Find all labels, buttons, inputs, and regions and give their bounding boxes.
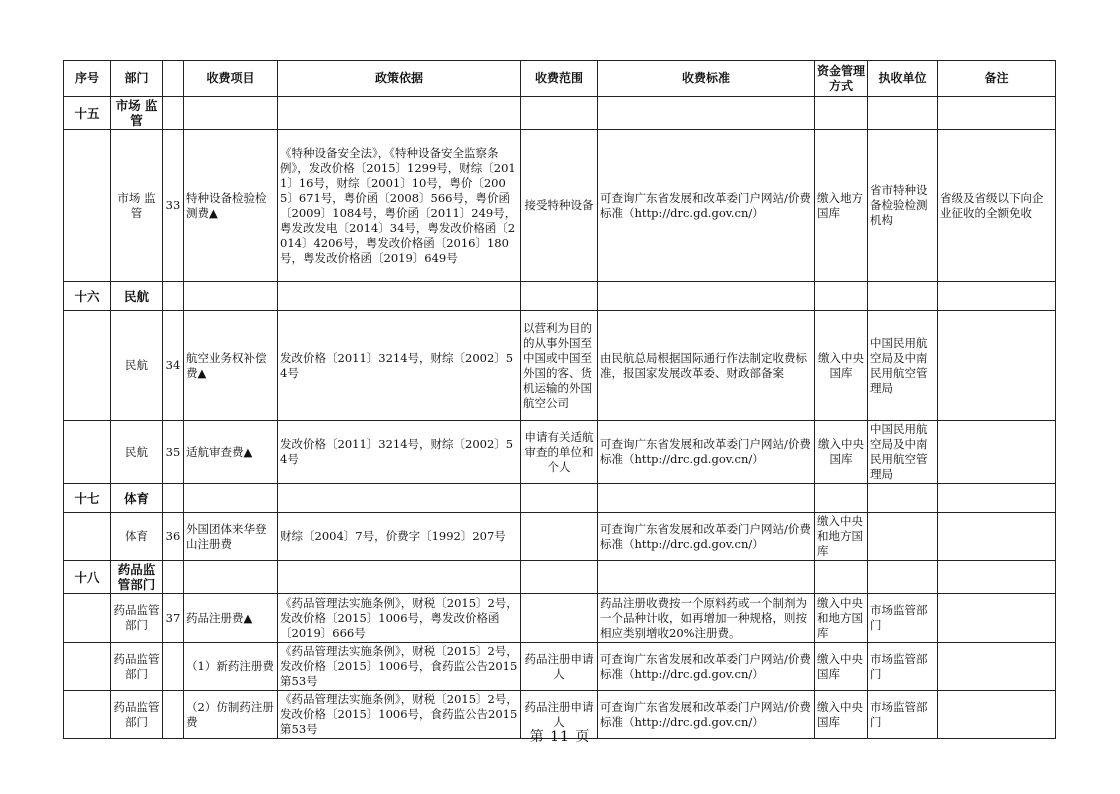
row-item: 外国团体来华登山注册费 xyxy=(184,513,278,561)
row-standard: 药品注册收费按一个原料药或一个制剂为一个品种计收，如再增加一种规格，则按相应类别增收20%注册费。 xyxy=(598,594,815,643)
row-item: 适航审查费▲ xyxy=(184,421,278,484)
table-row xyxy=(64,643,1056,691)
row-item: 药品注册费▲ xyxy=(184,594,278,643)
row-unit: 市场监管部门 xyxy=(868,691,938,739)
row-fund: 缴入中央和地方国库 xyxy=(815,594,868,643)
row-unit: 中国民用航空局及中南民用航空管理局 xyxy=(868,311,938,421)
header-item: 收费项目 xyxy=(184,61,278,97)
row-note xyxy=(938,594,1056,643)
row-unit xyxy=(868,513,938,561)
header-no: 序号 xyxy=(64,61,111,97)
row-no: 33 xyxy=(163,130,184,282)
section-dept: 药品监管部门 xyxy=(111,561,163,594)
row-scope: 以营利为目的的从事外国至中国或中国至外国的客、货机运输的外国航空公司 xyxy=(521,311,598,421)
row-basis: 财综〔2004〕7号，价费字〔1992〕207号 xyxy=(278,513,521,561)
row-no: 34 xyxy=(163,311,184,421)
table-row xyxy=(64,513,1056,561)
row-standard: 可查询广东省发展和改革委门户网站/价费标准（http://drc.gd.gov.cn/） xyxy=(598,643,815,691)
row-unit: 市场监管部门 xyxy=(868,594,938,643)
row-basis: 《药品管理法实施条例》，财税〔2015〕2号，发改价格〔2015〕1006号，食药监公告2015第53号 xyxy=(278,691,521,739)
section-no: 十六 xyxy=(64,282,111,311)
row-no: 37 xyxy=(163,594,184,643)
row-note xyxy=(938,513,1056,561)
table-row xyxy=(64,421,1056,484)
page-number: 第 11 页 xyxy=(529,729,591,745)
row-standard: 可查询广东省发展和改革委门户网站/价费标准（http://drc.gd.gov.cn/） xyxy=(598,513,815,561)
section-row xyxy=(64,282,1056,311)
section-row xyxy=(64,484,1056,513)
row-note xyxy=(938,643,1056,691)
row-scope xyxy=(521,513,598,561)
row-fund: 缴入中央国库 xyxy=(815,691,868,739)
row-no xyxy=(163,643,184,691)
row-dept: 体育 xyxy=(111,513,163,561)
section-dept: 民航 xyxy=(111,282,163,311)
row-dept: 药品监管部门 xyxy=(111,691,163,739)
row-standard: 可查询广东省发展和改革委门户网站/价费标准（http://drc.gd.gov.cn/） xyxy=(598,421,815,484)
header-unit: 执收单位 xyxy=(868,61,938,97)
header-dept: 部门 xyxy=(111,61,163,97)
row-standard: 可查询广东省发展和改革委门户网站/价费标准（http://drc.gd.gov.cn/） xyxy=(598,691,815,739)
table-row xyxy=(64,311,1056,421)
row-note: 省级及省级以下向企业征收的全额免收 xyxy=(938,130,1056,282)
row-item: （2）仿制药注册费 xyxy=(184,691,278,739)
section-no: 十八 xyxy=(64,561,111,594)
row-unit: 省市特种设备检验检测机构 xyxy=(868,130,938,282)
header-blank xyxy=(163,61,184,97)
row-scope: 接受特种设备 xyxy=(521,130,598,282)
row-standard: 由民航总局根据国际通行作法制定收费标准，报国家发展改革委、财政部备案 xyxy=(598,311,815,421)
row-scope: 药品注册申请人 xyxy=(521,643,598,691)
row-dept: 民航 xyxy=(111,421,163,484)
fee-table xyxy=(63,60,1056,739)
row-basis: 《特种设备安全法》，《特种设备安全监察条例》，发改价格〔2015〕1299号，财综〔2011〕16号，财综〔2001〕10号，粤价〔2005〕671号，粤价函〔2008〕566号，粤价函〔2009〕1084号，粤价函〔2011〕249号，粤发改发电〔2014〕34号，粤发改价格函〔2014〕4206号，粤发改价格函〔2016〕180号，粤发改价格函〔2019〕649号 xyxy=(278,130,521,282)
row-standard: 可查询广东省发展和改革委门户网站/价费标准（http://drc.gd.gov.cn/） xyxy=(598,130,815,282)
row-basis: 发改价格〔2011〕3214号，财综〔2002〕54号 xyxy=(278,421,521,484)
header-fund: 资金管理方式 xyxy=(815,61,868,97)
table-row xyxy=(64,594,1056,643)
row-fund: 缴入中央和地方国库 xyxy=(815,513,868,561)
row-fund: 缴入中央国库 xyxy=(815,643,868,691)
row-dept: 民航 xyxy=(111,311,163,421)
row-scope xyxy=(521,594,598,643)
row-fund: 缴入中央国库 xyxy=(815,311,868,421)
header-basis: 政策依据 xyxy=(278,61,521,97)
section-dept: 市场 监管 xyxy=(111,97,163,130)
section-no: 十五 xyxy=(64,97,111,130)
row-basis: 《药品管理法实施条例》，财税〔2015〕2号，发改价格〔2015〕1006号，粤发改价格函〔2019〕666号 xyxy=(278,594,521,643)
header-standard: 收费标准 xyxy=(598,61,815,97)
row-item: 特种设备检验检测费▲ xyxy=(184,130,278,282)
row-unit: 中国民用航空局及中南民用航空管理局 xyxy=(868,421,938,484)
row-dept: 药品监管部门 xyxy=(111,594,163,643)
row-no: 35 xyxy=(163,421,184,484)
row-basis: 《药品管理法实施条例》，财税〔2015〕2号，发改价格〔2015〕1006号，食药监公告2015第53号 xyxy=(278,643,521,691)
header-row xyxy=(64,61,1056,97)
row-item: 航空业务权补偿费▲ xyxy=(184,311,278,421)
section-dept: 体育 xyxy=(111,484,163,513)
row-fund: 缴入地方国库 xyxy=(815,130,868,282)
section-row xyxy=(64,97,1056,130)
row-basis: 发改价格〔2011〕3214号，财综〔2002〕54号 xyxy=(278,311,521,421)
row-no: 36 xyxy=(163,513,184,561)
row-dept: 药品监管部门 xyxy=(111,643,163,691)
row-dept: 市场 监管 xyxy=(111,130,163,282)
header-note: 备注 xyxy=(938,61,1056,97)
row-scope: 申请有关适航审查的单位和个人 xyxy=(521,421,598,484)
section-no: 十七 xyxy=(64,484,111,513)
row-unit: 市场监管部门 xyxy=(868,643,938,691)
header-scope: 收费范围 xyxy=(521,61,598,97)
row-note xyxy=(938,311,1056,421)
row-fund: 缴入中央国库 xyxy=(815,421,868,484)
row-item: （1）新药注册费 xyxy=(184,643,278,691)
table-row xyxy=(64,130,1056,282)
row-note xyxy=(938,421,1056,484)
row-scope: 药品注册申请人 xyxy=(521,691,598,739)
section-row xyxy=(64,561,1056,594)
